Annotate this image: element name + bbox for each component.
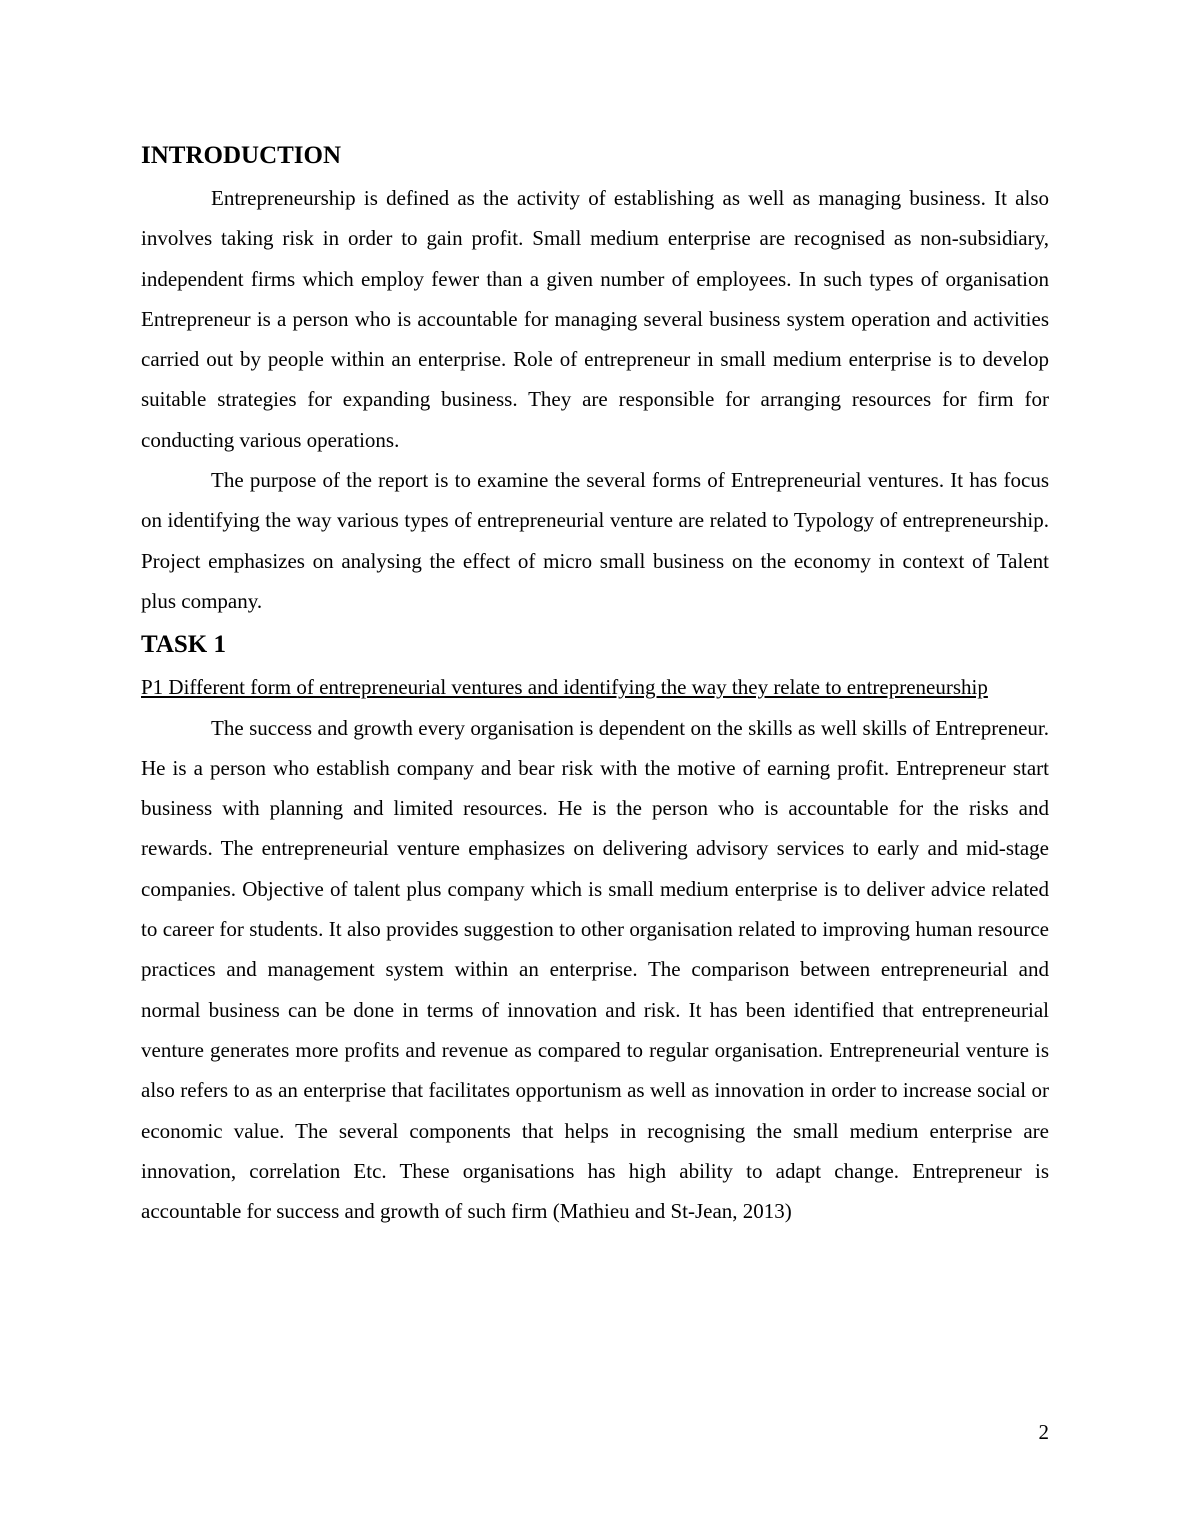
introduction-heading: INTRODUCTION <box>141 142 342 169</box>
introduction-paragraph-2: The purpose of the report is to examine the several forms of Entrepreneurial ventures. It has focus on identifying the way various types of entrepreneurial venture are related to Typology of entrepreneurship. Project emphasizes on analysing the effect of micro small business on the economy in context of Talent plus company. <box>141 468 1049 613</box>
task1-subheading: P1 Different form of entrepreneurial ventures and identifying the way they relate to entrepreneurship <box>141 675 988 700</box>
page-number: 2 <box>1038 1420 1049 1444</box>
task1-heading: TASK 1 <box>141 631 226 659</box>
task1-paragraph-1: The success and growth every organisation is dependent on the skills as well skills of Entrepreneur. He is a person who establish company and bear risk with the motive of earning profit. Entrepreneur start business with planning and limited resources. He is the person who is accountable for the risks and rewards. The entrepreneurial venture emphasizes on delivering advisory services to early and mid-stage companies. Objective of talent plus company which is small medium enterprise is to deliver advice related to career for students. It also provides suggestion to other organisation related to improving human resource practices and management system within an enterprise. The comparison between entrepreneurial and normal business can be done in terms of innovation and risk. It has been identified that entrepreneurial venture generates more profits and revenue as compared to regular organisation. Entrepreneurial venture is also refers to as an enterprise that facilitates opportunism as well as innovation in order to increase social or economic value. The several components that helps in recognising the small medium enterprise are innovation, correlation Etc. These organisations has high ability to adapt change. Entrepreneur is accountable for success and growth of such firm (Mathieu and St-Jean, 2013) <box>141 715 1049 1224</box>
document-page <box>141 138 1049 1231</box>
introduction-paragraph-1: Entrepreneurship is defined as the activity of establishing as well as managing business. It also involves taking risk in order to gain profit. Small medium enterprise are recognised as non-subsidiary, independent firms which employ fewer than a given number of employees. In such types of organisation Entrepreneur is a person who is accountable for managing several business system operation and activities carried out by people within an enterprise. Role of entrepreneur in small medium enterprise is to develop suitable strategies for expanding business. They are responsible for arranging resources for firm for conducting various operations. <box>141 186 1049 452</box>
